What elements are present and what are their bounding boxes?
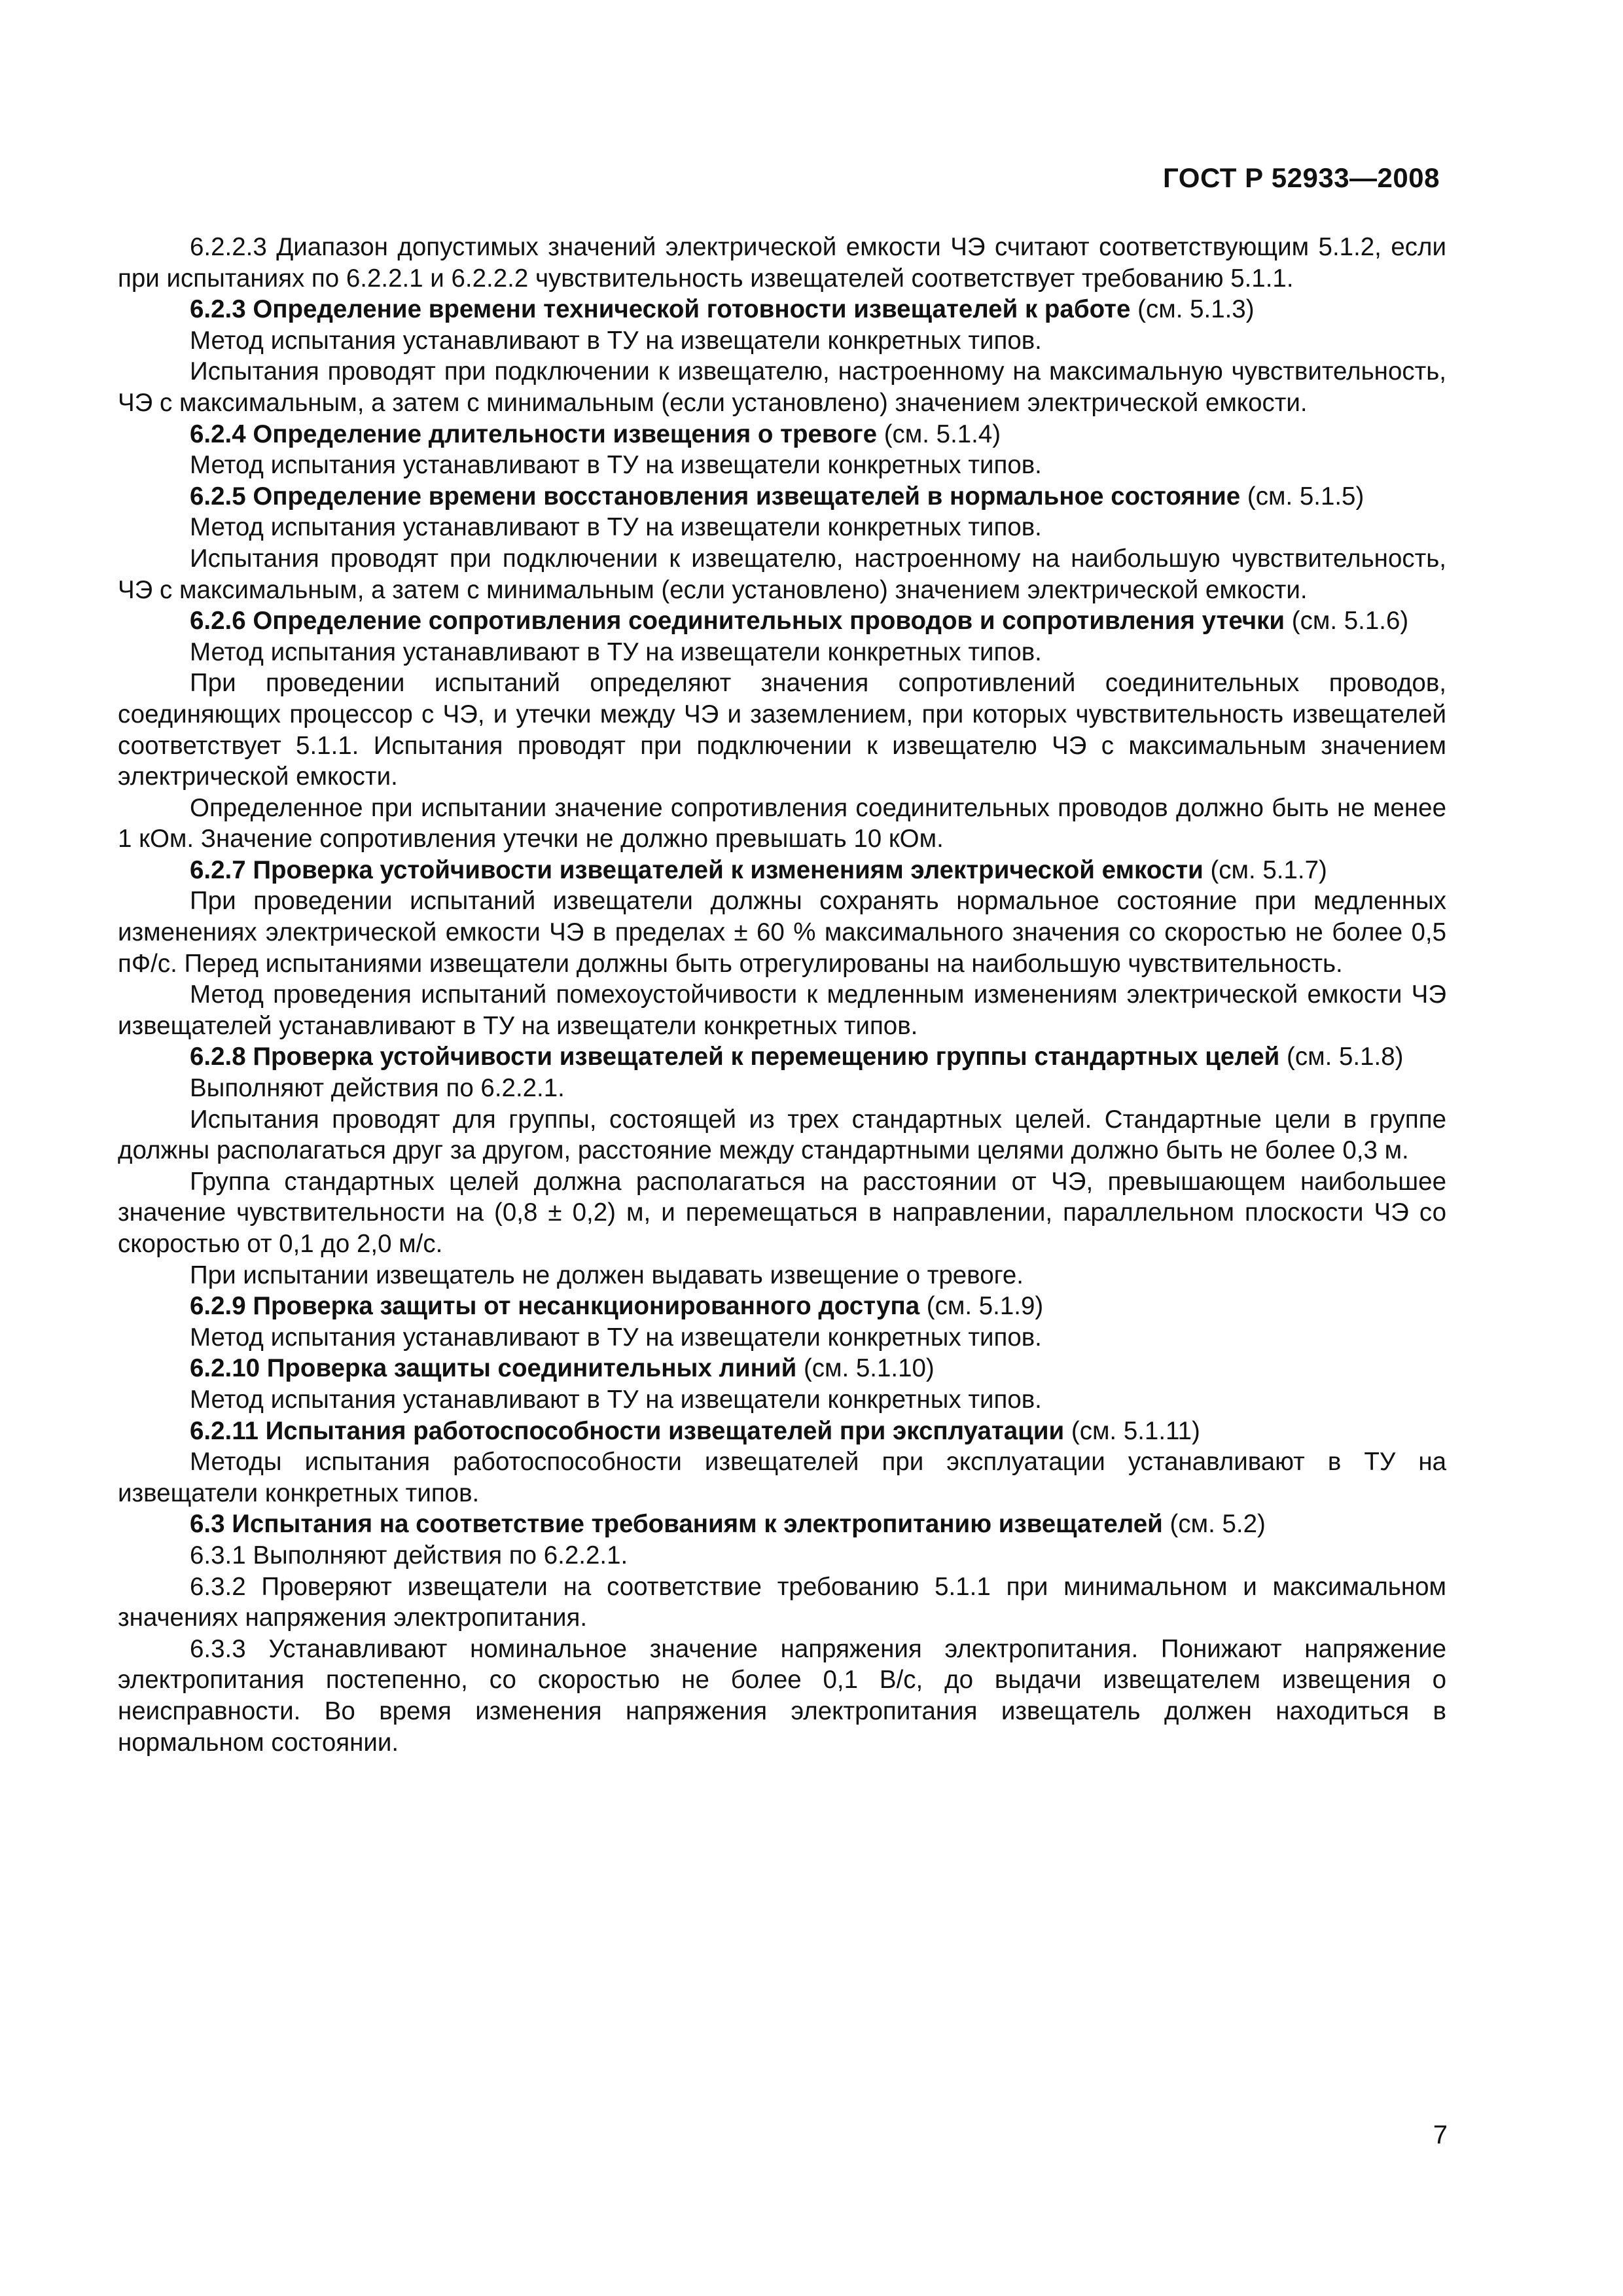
body-paragraph: [118, 1260, 1446, 1291]
paragraph-text: Метод проведения испытаний помехоустойчивости к медленным изменениям электрической емкости ЧЭ извещателей устанавливают в ТУ на извещатели конкретных типов.: [118, 980, 1446, 1040]
body-paragraph: [118, 325, 1446, 357]
section-heading-paragraph: [118, 605, 1446, 637]
body-paragraph: [118, 1322, 1446, 1354]
paragraph-text: Метод испытания устанавливают в ТУ на извещатели конкретных типов.: [190, 637, 1042, 666]
paragraph-text: (см. 5.1.9): [919, 1292, 1044, 1321]
section-heading-paragraph: [118, 419, 1446, 450]
paragraph-text: (см. 5.1.7): [1203, 855, 1327, 884]
paragraph-text: Методы испытания работоспособности извещателей при эксплуатации устанавливают в ТУ на извещатели конкретных типов.: [118, 1448, 1446, 1507]
section-heading: 6.2.5 Определение времени восстановления извещателей в нормальное состояние: [190, 482, 1241, 511]
document-body: [118, 232, 1446, 1758]
paragraph-text: При проведении испытаний определяют значения сопротивлений соединительных проводов, соединяющих процессор с ЧЭ, и утечки между ЧЭ и заземлением, при которых чувствительность извещателей соответствует 5.1.1. Испытания проводят при подключении к извещателю ЧЭ с максимальным значением электрической емкости.: [118, 669, 1446, 791]
section-heading: 6.3 Испытания на соответствие требованиям к электропитанию извещателей: [190, 1510, 1163, 1539]
body-paragraph: [118, 979, 1446, 1041]
paragraph-text: 6.3.3 Устанавливают номинальное значение напряжения электропитания. Понижают напряжение электропитания постепенно, со скоростью не более 0,1 В/с, до выдачи извещателем извещения о неисправности. Во время изменения напряжения электропитания извещатель должен находиться в нормальном состоянии.: [118, 1634, 1446, 1757]
body-paragraph: [118, 668, 1446, 792]
page-number: 7: [1433, 2121, 1448, 2149]
paragraph-text: Испытания проводят при подключении к извещателю, настроенному на наибольшую чувствительность, ЧЭ с максимальным, а затем с минимальным (если установлено) значением электрической емкости.: [118, 544, 1446, 604]
body-paragraph: [118, 450, 1446, 481]
paragraph-text: (см. 5.1.6): [1285, 607, 1409, 636]
paragraph-text: (см. 5.1.10): [796, 1354, 935, 1383]
body-paragraph: [118, 543, 1446, 605]
paragraph-text: Группа стандартных целей должна располагаться на расстоянии от ЧЭ, превышающем наибольшее значение чувствительности на (0,8 ± 0,2) м, и перемещаться в направлении, параллельном плоскости ЧЭ со скоростью от 0,1 до 2,0 м/с.: [118, 1167, 1446, 1258]
paragraph-text: Испытания проводят при подключении к извещателю, настроенному на максимальную чувствительность, ЧЭ с максимальным, а затем с минимальным (если установлено) значением электрической емкости.: [118, 357, 1446, 417]
body-paragraph: [118, 1073, 1446, 1104]
paragraph-text: Выполняют действия по 6.2.2.1.: [190, 1074, 565, 1103]
section-heading-paragraph: [118, 855, 1446, 886]
paragraph-text: Метод испытания устанавливают в ТУ на извещатели конкретных типов.: [190, 451, 1042, 480]
body-paragraph: [118, 1634, 1446, 1758]
body-paragraph: [118, 1540, 1446, 1571]
section-heading-paragraph: [118, 1041, 1446, 1073]
paragraph-text: Испытания проводят для группы, состоящей из трех стандартных целей. Стандартные цели в группе должны располагаться друг за другом, расстояние между стандартными целями должно быть не более 0,3 м.: [118, 1105, 1446, 1165]
paragraph-text: Метод испытания устанавливают в ТУ на извещатели конкретных типов.: [190, 326, 1042, 355]
body-paragraph: [118, 1571, 1446, 1634]
paragraph-text: (см. 5.1.8): [1279, 1043, 1404, 1071]
paragraph-text: 6.3.1 Выполняют действия по 6.2.2.1.: [190, 1541, 628, 1570]
body-paragraph: [118, 1166, 1446, 1260]
paragraph-text: Метод испытания устанавливают в ТУ на извещатели конкретных типов.: [190, 1385, 1042, 1414]
section-heading: 6.2.9 Проверка защиты от несанкционированного доступа: [190, 1292, 920, 1321]
paragraph-text: 6.2.2.3 Диапазон допустимых значений электрической емкости ЧЭ считают соответствующим 5.1.2, если при испытаниях по 6.2.2.1 и 6.2.2.2 чувствительность извещателей соответствует требованию 5.1.1.: [118, 233, 1446, 293]
paragraph-text: Метод испытания устанавливают в ТУ на извещатели конкретных типов.: [190, 513, 1042, 542]
body-paragraph: [118, 512, 1446, 543]
section-heading: 6.2.11 Испытания работоспособности извещателей при эксплуатации: [190, 1416, 1065, 1445]
paragraph-text: (см. 5.1.4): [877, 420, 1001, 448]
body-paragraph: [118, 232, 1446, 294]
section-heading-paragraph: [118, 294, 1446, 325]
section-heading-paragraph: [118, 1353, 1446, 1384]
section-heading: 6.2.6 Определение сопротивления соединительных проводов и сопротивления утечки: [190, 607, 1285, 636]
body-paragraph: [118, 1104, 1446, 1166]
paragraph-text: (см. 5.1.3): [1130, 295, 1255, 324]
paragraph-text: (см. 5.1.5): [1240, 482, 1364, 511]
section-heading: 6.2.4 Определение длительности извещения о тревоге: [190, 420, 878, 448]
section-heading-paragraph: [118, 481, 1446, 512]
section-heading: 6.2.3 Определение времени технической готовности извещателей к работе: [190, 295, 1131, 324]
body-paragraph: [118, 1446, 1446, 1509]
document-header: ГОСТ Р 52933—2008: [1163, 162, 1440, 193]
paragraph-text: (см. 5.2): [1162, 1510, 1266, 1539]
section-heading: 6.2.8 Проверка устойчивости извещателей к перемещению группы стандартных целей: [190, 1043, 1280, 1071]
body-paragraph: [118, 793, 1446, 855]
section-heading-paragraph: [118, 1291, 1446, 1322]
paragraph-text: При проведении испытаний извещатели должны сохранять нормальное состояние при медленных изменениях электрической емкости ЧЭ в пределах ± 60 % максимального значения со скоростью не более 0,5 пФ/с. Перед испытаниями извещатели должны быть отрегулированы на наибольшую чувствительность.: [118, 887, 1446, 978]
section-heading: 6.2.10 Проверка защиты соединительных линий: [190, 1354, 797, 1383]
paragraph-text: При испытании извещатель не должен выдавать извещение о тревоге.: [190, 1261, 1024, 1289]
paragraph-text: Метод испытания устанавливают в ТУ на извещатели конкретных типов.: [190, 1323, 1042, 1352]
body-paragraph: [118, 637, 1446, 668]
section-heading-paragraph: [118, 1509, 1446, 1540]
body-paragraph: [118, 356, 1446, 418]
section-heading-paragraph: [118, 1416, 1446, 1447]
paragraph-text: (см. 5.1.11): [1064, 1416, 1200, 1445]
section-heading: 6.2.7 Проверка устойчивости извещателей к изменениям электрической емкости: [190, 855, 1204, 884]
body-paragraph: [118, 1384, 1446, 1416]
paragraph-text: 6.3.2 Проверяют извещатели на соответствие требованию 5.1.1 при минимальном и максимальном значениях напряжения электропитания.: [118, 1572, 1446, 1632]
body-paragraph: [118, 886, 1446, 979]
paragraph-text: Определенное при испытании значение сопротивления соединительных проводов должно быть не менее 1 кОм. Значение сопротивления утечки не должно превышать 10 кОм.: [118, 793, 1446, 853]
